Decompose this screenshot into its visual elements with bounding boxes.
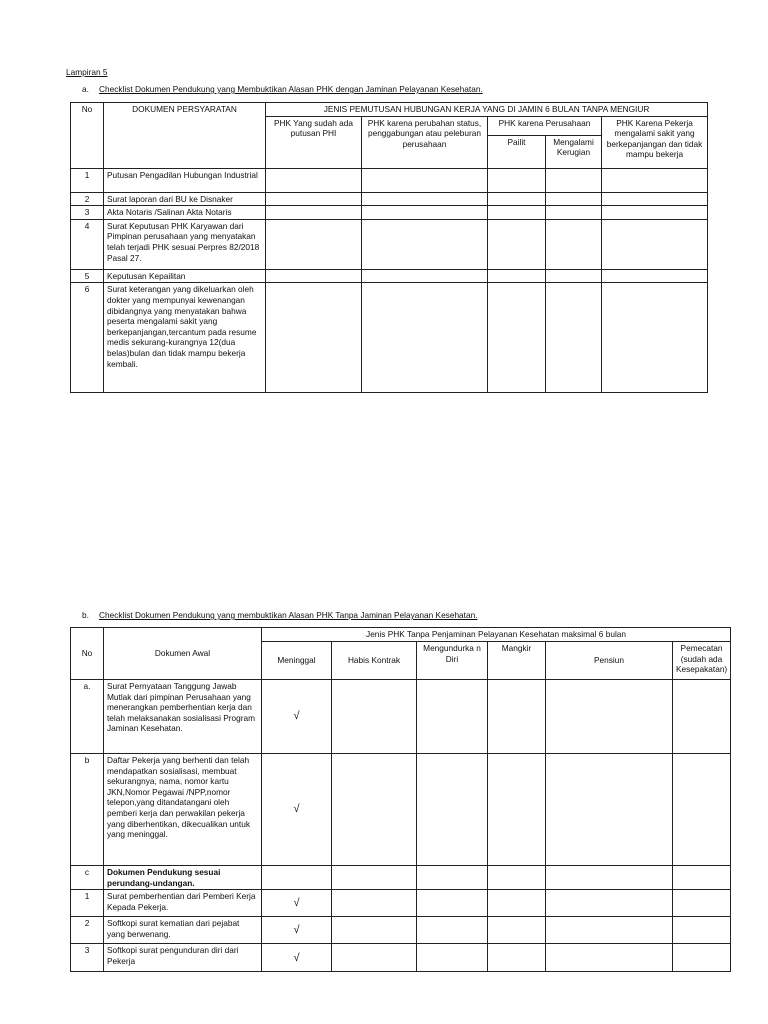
check-mark: √ [262,754,332,866]
row-no: 2 [71,192,104,206]
row-doc: Keputusan Kepailitan [104,269,266,283]
check-mark: √ [262,680,332,754]
table-row [71,283,708,393]
row-no: b [71,754,104,866]
row-doc: Akta Notaris /Salinan Akta Notaris [104,206,266,220]
section-a-marker: a. [82,84,89,94]
table-a-header-dokumen: DOKUMEN PERSYARATAN [104,103,266,169]
row-no: 2 [71,917,104,944]
row-doc: Surat laporan dari BU ke Disnaker [104,192,266,206]
row-doc: Putusan Pengadilan Hubungan Industrial [104,168,266,192]
table-b-header-mangkir: Mangkir [488,642,546,680]
row-no: 3 [71,944,104,972]
table-a-header-sakit: PHK Karena Pekerja mengalami sakit yang berkepanjangan dan tidak mampu bekerja [602,116,708,168]
check-mark: √ [262,944,332,972]
table-row [71,680,731,754]
section-b-marker: b. [82,610,89,620]
table-a-header-perubahan: PHK karena perubahan status, penggabungan atau peleburan perusahaan [362,116,488,168]
row-no: 3 [71,206,104,220]
table-a-header-perusahaan: PHK karena Perusahaan [488,116,602,135]
table-a-header-phi: PHK Yang sudah ada putusan PHI [266,116,362,168]
row-doc: Dokumen Pendukung sesuai perundang-undangan. [104,866,262,890]
row-doc: Surat pemberhentian dari Pemberi Kerja Kepada Pekerja. [104,890,262,917]
table-b-header-meninggal: Meninggal [262,642,332,680]
table-b [70,627,731,972]
row-no: 1 [71,168,104,192]
row-no: 4 [71,219,104,269]
table-b-header-pensiun: Pensiun [546,642,673,680]
table-b-header-mundur: Mengundurka n Diri [417,642,488,680]
check-mark [262,866,332,890]
table-row [71,890,731,917]
table-b-header-pecat: Pemecatan (sudah ada Kesepakatan) [673,642,731,680]
table-a [70,102,708,393]
table-row [71,168,708,192]
table-a-header-pailit: Pailit [488,135,546,168]
table-row [71,219,708,269]
table-row [71,944,731,972]
table-b-header-kontrak: Habis Kontrak [332,642,417,680]
table-a-header-no: No [71,103,104,169]
table-b-header-jenis: Jenis PHK Tanpa Penjaminan Pelayanan Kesehatan maksimal 6 bulan [262,628,731,642]
table-row [71,192,708,206]
row-no: 5 [71,269,104,283]
section-b-title: Checklist Dokumen Pendukung yang membuktikan Alasan PHK Tanpa Jaminan Pelayanan Kesehatan. [99,610,478,620]
table-row [71,754,731,866]
row-doc: Surat Keputusan PHK Karyawan dari Pimpinan perusahaan yang menyatakan telah terjadi PHK sesuai Perpres 82/2018 Pasal 27. [104,219,266,269]
row-doc: Softkopi surat pengunduran diri dari Pekerja [104,944,262,972]
row-doc: Surat keterangan yang dikeluarkan oleh dokter yang mempunyai kewenangan dibidangnya yang menyatakan bahwa peserta mengalami sakit yang berkepanjangan,tercantum pada resume medis sekurang-kurangnya 12(dua belas)bulan dan tidak mampu bekerja kembali. [104,283,266,393]
check-mark: √ [262,917,332,944]
section-a-title: Checklist Dokumen Pendukung yang Membuktikan Alasan PHK dengan Jaminan Pelayanan Kesehatan. [99,84,483,94]
row-no: 1 [71,890,104,917]
table-a-header-rugi: Mengalami Kerugian [546,135,602,168]
table-row [71,269,708,283]
row-no: c [71,866,104,890]
check-mark: √ [262,890,332,917]
table-row [71,866,731,890]
row-no: 6 [71,283,104,393]
row-no: a. [71,680,104,754]
table-a-header-jenis: JENIS PEMUTUSAN HUBUNGAN KERJA YANG DI JAMIN 6 BULAN TANPA MENGIUR [266,103,708,117]
row-doc: Daftar Pekerja yang berhenti dan telah mendapatkan sosialisasi, membuat sekurangnya, nama, nomor kartu JKN,Nomor Pegawai /NPP,nomor telepon,yang ditandatangani oleh pemberi kerja dan perwakilan pekerja yang diberhentikan, dikecualikan untuk yang meninggal. [104,754,262,866]
table-b-header-dokumen: Dokumen Awal [104,628,262,680]
row-doc: Surat Pernyataan Tanggung Jawab Mutlak dari pimpinan Perusahaan yang menerangkan pemberhentian kerja dan telah melaksanakan sosialisasi Program Jaminan Kesehatan. [104,680,262,754]
table-b-header-no: No [71,628,104,680]
page-heading: Lampiran 5 [66,67,108,77]
row-doc: Softkopi surat kematian dari pejabat yang berwenang. [104,917,262,944]
table-row [71,917,731,944]
table-row [71,206,708,220]
